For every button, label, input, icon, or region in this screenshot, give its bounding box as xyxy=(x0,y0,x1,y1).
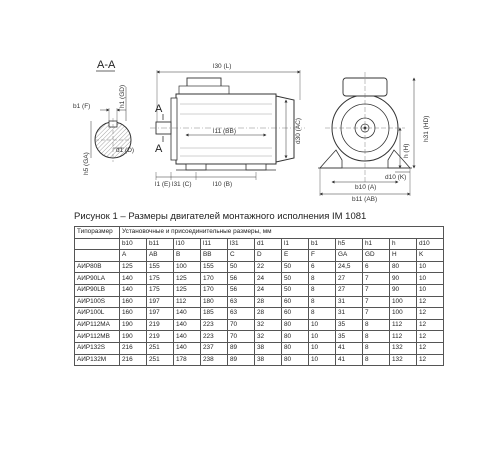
table-cell: 10 xyxy=(309,331,336,343)
table-header-cell: d1 xyxy=(255,238,282,250)
table-cell: 223 xyxy=(201,331,228,343)
table-cell: 60 xyxy=(282,308,309,320)
table-cell: 140 xyxy=(174,319,201,331)
table-header-cell: b1 xyxy=(309,238,336,250)
table-cell: 216 xyxy=(120,354,147,366)
table-row xyxy=(75,319,444,331)
table-cell: 41 xyxy=(336,354,363,366)
table-cell: АИР100L xyxy=(75,308,120,320)
table-cell: 132 xyxy=(390,354,417,366)
table-cell: 10 xyxy=(417,273,444,285)
table-cell: АИР100S xyxy=(75,296,120,308)
table-header-cell: F xyxy=(309,250,336,262)
table-cell: 8 xyxy=(363,342,390,354)
table-cell: 140 xyxy=(120,284,147,296)
table-row xyxy=(75,331,444,343)
svg-text:A: A xyxy=(155,143,163,155)
table-cell: 155 xyxy=(147,261,174,273)
svg-text:d1 (D): d1 (D) xyxy=(116,147,135,154)
table-cell: 7 xyxy=(363,308,390,320)
table-cell: 112 xyxy=(174,296,201,308)
table-cell: АИР132S xyxy=(75,342,120,354)
table-cell: 56 xyxy=(228,284,255,296)
table-header-cell: h5 xyxy=(336,238,363,250)
group-header: Установочные и присоединительные размеры, мм xyxy=(120,227,444,239)
table-header-cell: H xyxy=(390,250,417,262)
table-cell: 185 xyxy=(201,308,228,320)
table-cell: 112 xyxy=(390,319,417,331)
svg-text:h1 (GD): h1 (GD) xyxy=(119,84,126,108)
table-cell xyxy=(75,250,120,262)
svg-text:А-А: А-А xyxy=(97,59,116,71)
svg-text:l30 (L): l30 (L) xyxy=(213,63,232,70)
table-cell: 219 xyxy=(147,331,174,343)
table-cell: 155 xyxy=(201,261,228,273)
table-cell: 12 xyxy=(417,308,444,320)
table-cell: 28 xyxy=(255,296,282,308)
table-cell: АИР112МВ xyxy=(75,331,120,343)
table-row xyxy=(75,308,444,320)
table-cell: 10 xyxy=(309,342,336,354)
table-header-cell: BB xyxy=(201,250,228,262)
table-cell: 10 xyxy=(309,319,336,331)
table-cell: 170 xyxy=(201,273,228,285)
table-cell: 8 xyxy=(309,296,336,308)
table-cell: 27 xyxy=(336,273,363,285)
table-cell: 190 xyxy=(120,331,147,343)
table-cell: 190 xyxy=(120,319,147,331)
table-cell: 80 xyxy=(390,261,417,273)
table-header-cell: l31 xyxy=(228,238,255,250)
motor-front-view xyxy=(318,72,430,203)
table-cell: 89 xyxy=(228,342,255,354)
table-cell: 31 xyxy=(336,296,363,308)
table-cell: 24 xyxy=(255,284,282,296)
svg-text:A: A xyxy=(155,103,163,115)
table-cell: 197 xyxy=(147,308,174,320)
svg-text:l10 (B): l10 (B) xyxy=(213,181,233,188)
table-cell: 80 xyxy=(282,331,309,343)
motor-side-view xyxy=(150,63,305,188)
table-cell: 12 xyxy=(417,331,444,343)
table-cell: 8 xyxy=(363,331,390,343)
table-row xyxy=(75,273,444,285)
table-cell: 251 xyxy=(147,354,174,366)
table-header-cell: C xyxy=(228,250,255,262)
table-cell: АИР90LA xyxy=(75,273,120,285)
table-cell: 8 xyxy=(363,319,390,331)
table-cell xyxy=(75,238,120,250)
table-header-cell: GA xyxy=(336,250,363,262)
table-cell: АИР132М xyxy=(75,354,120,366)
svg-text:d30 (AC): d30 (AC) xyxy=(295,117,302,144)
table-cell: 8 xyxy=(309,284,336,296)
table-cell: 170 xyxy=(201,284,228,296)
table-cell: 28 xyxy=(255,308,282,320)
table-cell: 8 xyxy=(309,308,336,320)
table-cell: 175 xyxy=(147,284,174,296)
svg-text:l1 (E): l1 (E) xyxy=(155,181,171,188)
table-header-cell: h1 xyxy=(363,238,390,250)
table-cell: 175 xyxy=(147,273,174,285)
table-cell: 100 xyxy=(174,261,201,273)
table-header-cell: h xyxy=(390,238,417,250)
table-cell: АИР80В xyxy=(75,261,120,273)
table-cell: 50 xyxy=(282,273,309,285)
table-header-cell: E xyxy=(282,250,309,262)
table-cell: 63 xyxy=(228,308,255,320)
table-cell: 100 xyxy=(390,296,417,308)
table-header-cell: l11 xyxy=(201,238,228,250)
table-cell: 24,5 xyxy=(336,261,363,273)
svg-text:h5 (GA): h5 (GA) xyxy=(83,152,90,175)
table-cell: 12 xyxy=(417,354,444,366)
table-cell: 38 xyxy=(255,342,282,354)
table-cell: 32 xyxy=(255,331,282,343)
table-cell: 112 xyxy=(390,331,417,343)
table-cell: 27 xyxy=(336,284,363,296)
table-cell: 10 xyxy=(417,261,444,273)
table-cell: 38 xyxy=(255,354,282,366)
table-row xyxy=(75,342,444,354)
table-cell: 6 xyxy=(309,261,336,273)
table-cell: 70 xyxy=(228,331,255,343)
table-row xyxy=(75,261,444,273)
motor-drawing xyxy=(0,0,500,205)
table-header-row xyxy=(75,227,444,239)
table-cell: АИР112МА xyxy=(75,319,120,331)
table-cell: 80 xyxy=(282,319,309,331)
table-cell: 178 xyxy=(174,354,201,366)
table-cell: 41 xyxy=(336,342,363,354)
table-cell: 238 xyxy=(201,354,228,366)
table-header-cell: K xyxy=(417,250,444,262)
table-cell: АИР90LB xyxy=(75,284,120,296)
table-header-cell: A xyxy=(120,250,147,262)
table-cell: 24 xyxy=(255,273,282,285)
table-cell: 60 xyxy=(282,296,309,308)
svg-text:l11 (BB): l11 (BB) xyxy=(213,128,236,135)
section-label xyxy=(96,59,116,71)
table-cell: 216 xyxy=(120,342,147,354)
table-cell: 50 xyxy=(282,284,309,296)
figure-caption: Рисунок 1 – Размеры двигателей монтажного исполнения IM 1081 xyxy=(74,211,367,222)
table-header-cell: b11 xyxy=(147,238,174,250)
table-cell: 90 xyxy=(390,284,417,296)
table-cell: 160 xyxy=(120,296,147,308)
table-cell: 197 xyxy=(147,296,174,308)
table-header-cell: l10 xyxy=(174,238,201,250)
table-iec-row xyxy=(75,250,444,262)
table-cell: 31 xyxy=(336,308,363,320)
table-header-cell: B xyxy=(174,250,201,262)
table-cell: 70 xyxy=(228,319,255,331)
table-cell: 180 xyxy=(201,296,228,308)
table-cell: 223 xyxy=(201,319,228,331)
table-cell: 10 xyxy=(417,284,444,296)
table-header-cell: l1 xyxy=(282,238,309,250)
table-subheader-row xyxy=(75,238,444,250)
table-cell: 132 xyxy=(390,342,417,354)
table-header-cell: D xyxy=(255,250,282,262)
table-row xyxy=(75,296,444,308)
table-cell: 219 xyxy=(147,319,174,331)
table-cell: 125 xyxy=(174,273,201,285)
table-cell: 12 xyxy=(417,319,444,331)
svg-text:b10 (A): b10 (A) xyxy=(355,184,377,191)
table-cell: 63 xyxy=(228,296,255,308)
table-cell: 35 xyxy=(336,331,363,343)
table-cell: 7 xyxy=(363,273,390,285)
table-cell: 160 xyxy=(120,308,147,320)
svg-text:l31 (C): l31 (C) xyxy=(172,181,192,188)
table-cell: 89 xyxy=(228,354,255,366)
table-cell: 100 xyxy=(390,308,417,320)
svg-text:b1 (F): b1 (F) xyxy=(73,103,91,110)
table-cell: 12 xyxy=(417,296,444,308)
table-cell: 140 xyxy=(174,308,201,320)
table-cell: 80 xyxy=(282,354,309,366)
table-cell: 140 xyxy=(174,331,201,343)
table-cell: 125 xyxy=(120,261,147,273)
table-cell: 7 xyxy=(363,296,390,308)
table-header-cell: b10 xyxy=(120,238,147,250)
table-cell: 90 xyxy=(390,273,417,285)
table-cell: 35 xyxy=(336,319,363,331)
svg-text:b11 (AB): b11 (AB) xyxy=(352,196,378,203)
dimensions-table xyxy=(74,226,444,366)
svg-text:d10 (K): d10 (K) xyxy=(385,174,407,181)
svg-text:h (H): h (H) xyxy=(403,143,410,158)
table-header-cell: GD xyxy=(363,250,390,262)
table-row xyxy=(75,284,444,296)
table-cell: 56 xyxy=(228,273,255,285)
table-cell: 251 xyxy=(147,342,174,354)
table-cell: 140 xyxy=(120,273,147,285)
table-cell: 140 xyxy=(174,342,201,354)
table-cell: 125 xyxy=(174,284,201,296)
svg-text:h31 (HD): h31 (HD) xyxy=(423,115,430,142)
shaft-section xyxy=(73,85,134,175)
table-cell: 10 xyxy=(309,354,336,366)
table-cell: 50 xyxy=(228,261,255,273)
table-row xyxy=(75,354,444,366)
table-cell: 80 xyxy=(282,342,309,354)
table-cell: 50 xyxy=(282,261,309,273)
table-cell: 22 xyxy=(255,261,282,273)
table-cell: 7 xyxy=(363,284,390,296)
table-cell: 237 xyxy=(201,342,228,354)
model-header: Типоразмер xyxy=(75,227,120,239)
table-cell: 8 xyxy=(363,354,390,366)
table-header-cell: AB xyxy=(147,250,174,262)
table-cell: 6 xyxy=(363,261,390,273)
table-cell: 12 xyxy=(417,342,444,354)
table-cell: 32 xyxy=(255,319,282,331)
table-cell: 8 xyxy=(309,273,336,285)
table-header-cell: d10 xyxy=(417,238,444,250)
